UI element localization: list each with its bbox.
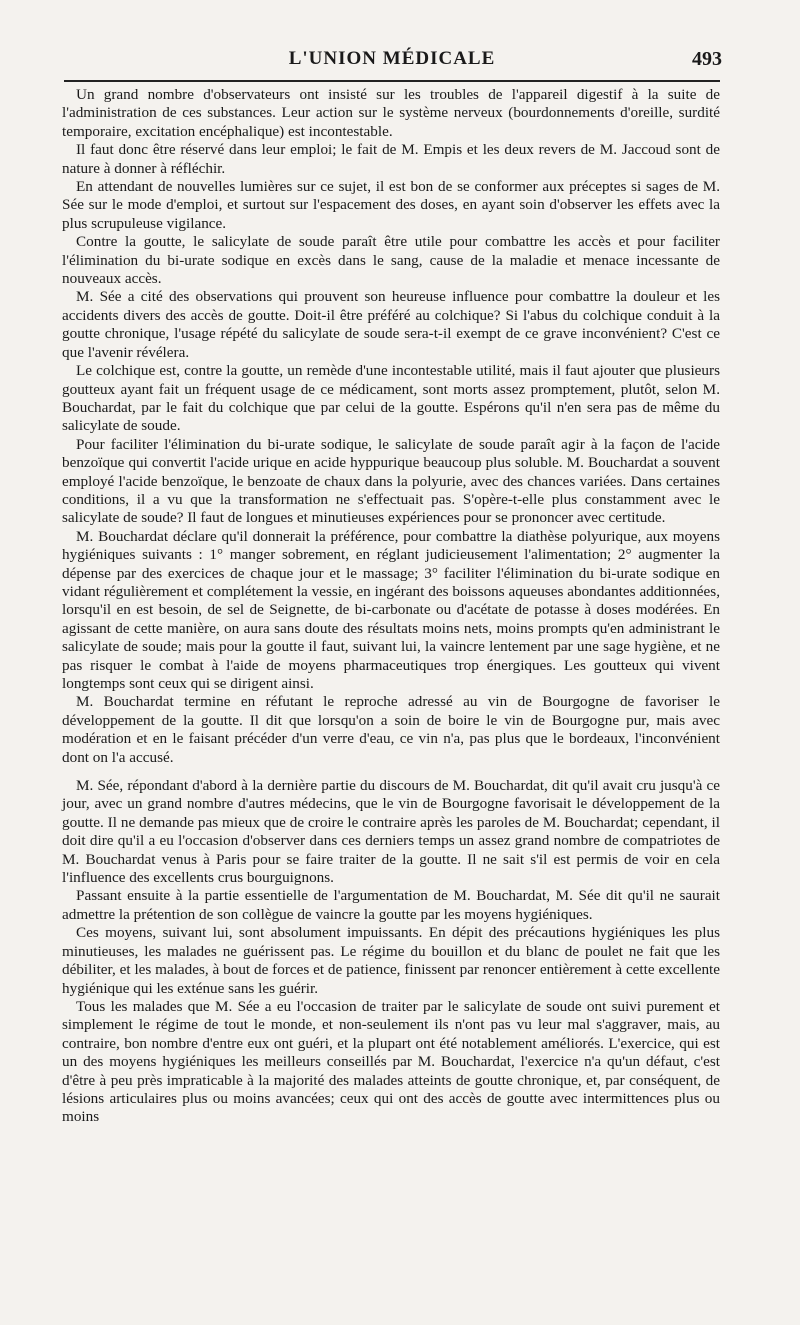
paragraph: Contre la goutte, le salicylate de soude paraît être utile pour combattre les accès et pour faciliter l'élimination du bi-urate sodique en excès dans le sang, cause de la maladie et menace incessante de nouveaux accès. <box>62 233 720 288</box>
paragraph: Pour faciliter l'élimination du bi-urate sodique, le salicylate de soude paraît agir à la façon de l'acide benzoïque qui convertit l'acide urique en acide hyppurique beaucoup plus soluble. M. Bouchardat a souvent employé l'acide benzoïque, le benzoate de chaux dans la polyurie, avec des chances variées. Dans certaines conditions, il a vu que la transformation ne s'effectuait pas. S'opère-t-elle plus constamment avec le salicylate de soude? Il faut de longues et minutieuses expériences pour se prononcer avec certitude. <box>62 435 720 527</box>
header-rule <box>64 80 720 82</box>
paragraph: M. Bouchardat termine en réfutant le reproche adressé au vin de Bourgogne de favoriser le développement de la goutte. Il dit que lorsqu'on a soin de boire le vin de Bourgogne pur, mais avec modération et en le faisant précéder d'un verre d'eau, ce vin n'a, pas plus que le bordeaux, l'inconvénient dont on l'a accusé. <box>62 693 720 766</box>
paragraph: En attendant de nouvelles lumières sur ce sujet, il est bon de se conformer aux préceptes si sages de M. Sée sur le mode d'emploi, et surtout sur l'espacement des doses, en ayant soin d'observer les effets avec la plus scrupuleuse vigilance. <box>62 178 720 232</box>
paragraph: Passant ensuite à la partie essentielle de l'argumentation de M. Bouchardat, M. Sée dit qu'il ne saurait admettre la prétention de son collègue de vaincre la goutte par les moyens hygiéniques. <box>62 887 720 923</box>
paragraph: Un grand nombre d'observateurs ont insisté sur les troubles de l'appareil digestif à la suite de l'administration de ces substances. Leur action sur le système nerveux (bourdonnements d'oreille, surdité temporaire, excitation encéphalique) est incontestable. <box>62 86 720 140</box>
paragraph: Le colchique est, contre la goutte, un remède d'une incontestable utilité, mais il faut ajouter que plusieurs goutteux ayant fait un fréquent usage de ce médicament, sont morts assez promptement, plutôt, selon M. Bouchardat, par le fait du colchique que par celui de la goutte. Espérons qu'il n'en sera pas de même du salicylate de soude. <box>62 362 720 435</box>
journal-title: L'UNION MÉDICALE <box>288 48 496 69</box>
paragraph: Il faut donc être réservé dans leur emploi; le fait de M. Empis et les deux revers de M. Jaccoud sont de nature à donner à réfléchir. <box>62 141 720 177</box>
paragraph: M. Sée, répondant d'abord à la dernière partie du discours de M. Bouchardat, dit qu'il avait cru jusqu'à ce jour, avec un grand nombre d'autres médecins, que le vin de Bourgogne favorisait le développement de la goutte. Il ne demande pas mieux que de croire le contraire après les paroles de M. Bouchardat; cependant, il doit dire qu'il a eu l'occasion d'observer dans ces derniers temps un assez grand nombre de compatriotes de M. Bouchardat venus à Paris pour se faire traiter de la goutte. Il ne sait s'il est permis de voir en cela l'influence des excellents crus bourguignons. <box>62 777 720 887</box>
paragraph: Tous les malades que M. Sée a eu l'occasion de traiter par le salicylate de soude ont suivi purement et simplement le régime de tout le monde, et non-seulement ils n'ont pas vu leur mal s'aggraver, mais, au contraire, bon nombre d'entre eux ont guéri, et la plupart ont été notablement améliorés. L'exercice, qui est un des moyens hygiéniques les meilleurs conseillés par M. Bouchardat, l'exercice n'a qu'un défaut, c'est d'être à peu près impraticable à la majorité des malades atteints de goutte chronique, et, par conséquent, de lésions articulaires plus ou moins avancées; ceux qui ont des accès de goutte avec intermittences plus ou moins <box>62 997 720 1126</box>
page-header <box>62 44 722 78</box>
article-body <box>62 86 720 1127</box>
paragraph: M. Sée a cité des observations qui prouvent son heureuse influence pour combattre la douleur et les accidents divers des accès de goutte. Doit-il être préféré au colchique? Si l'abus du colchique conduit à la goutte chronique, l'usage répété du salicylate de soude sera-t-il exempt de ce grave inconvénient? C'est ce que l'avenir révélera. <box>62 288 720 361</box>
paragraph: Ces moyens, suivant lui, sont absolument impuissants. En dépit des précautions hygiéniques les plus minutieuses, les malades ne guérissent pas. Le régime du bouillon et du blanc de poulet ne fait que les débiliter, et les malades, à bout de forces et de patience, finissent par renoncer entièrement à cette excellente hygiénique qui les exténue sans les guérir. <box>62 924 720 997</box>
paragraph: M. Bouchardat déclare qu'il donnerait la préférence, pour combattre la diathèse polyurique, aux moyens hygiéniques suivants : 1° manger sobrement, en réglant judicieusement l'alimentation; 2° augmenter la dépense par des exercices de chaque jour et le massage; 3° faciliter l'élimination du bi-urate sodique en vidant régulièrement et complétement la vessie, en ingérant des boissons aqueuses abondantes additionnées, lorsqu'il en est besoin, de sel de Seignette, de bi-carbonate ou d'acétate de potasse à doses modérées. En agissant de cette manière, on aura sans doute des résultats moins nets, moins prompts qu'en administrant le salicylate de soude; mais pour la goutte il faut, suivant lui, la vaincre lentement par une sage hygiène, et ne pas risquer le combat à l'aide de moyens pharmaceutiques trop énergiques. Les goutteux qui vivent longtemps sont ceux qui se dirigent ainsi. <box>62 527 720 692</box>
page-number: 493 <box>692 48 722 70</box>
